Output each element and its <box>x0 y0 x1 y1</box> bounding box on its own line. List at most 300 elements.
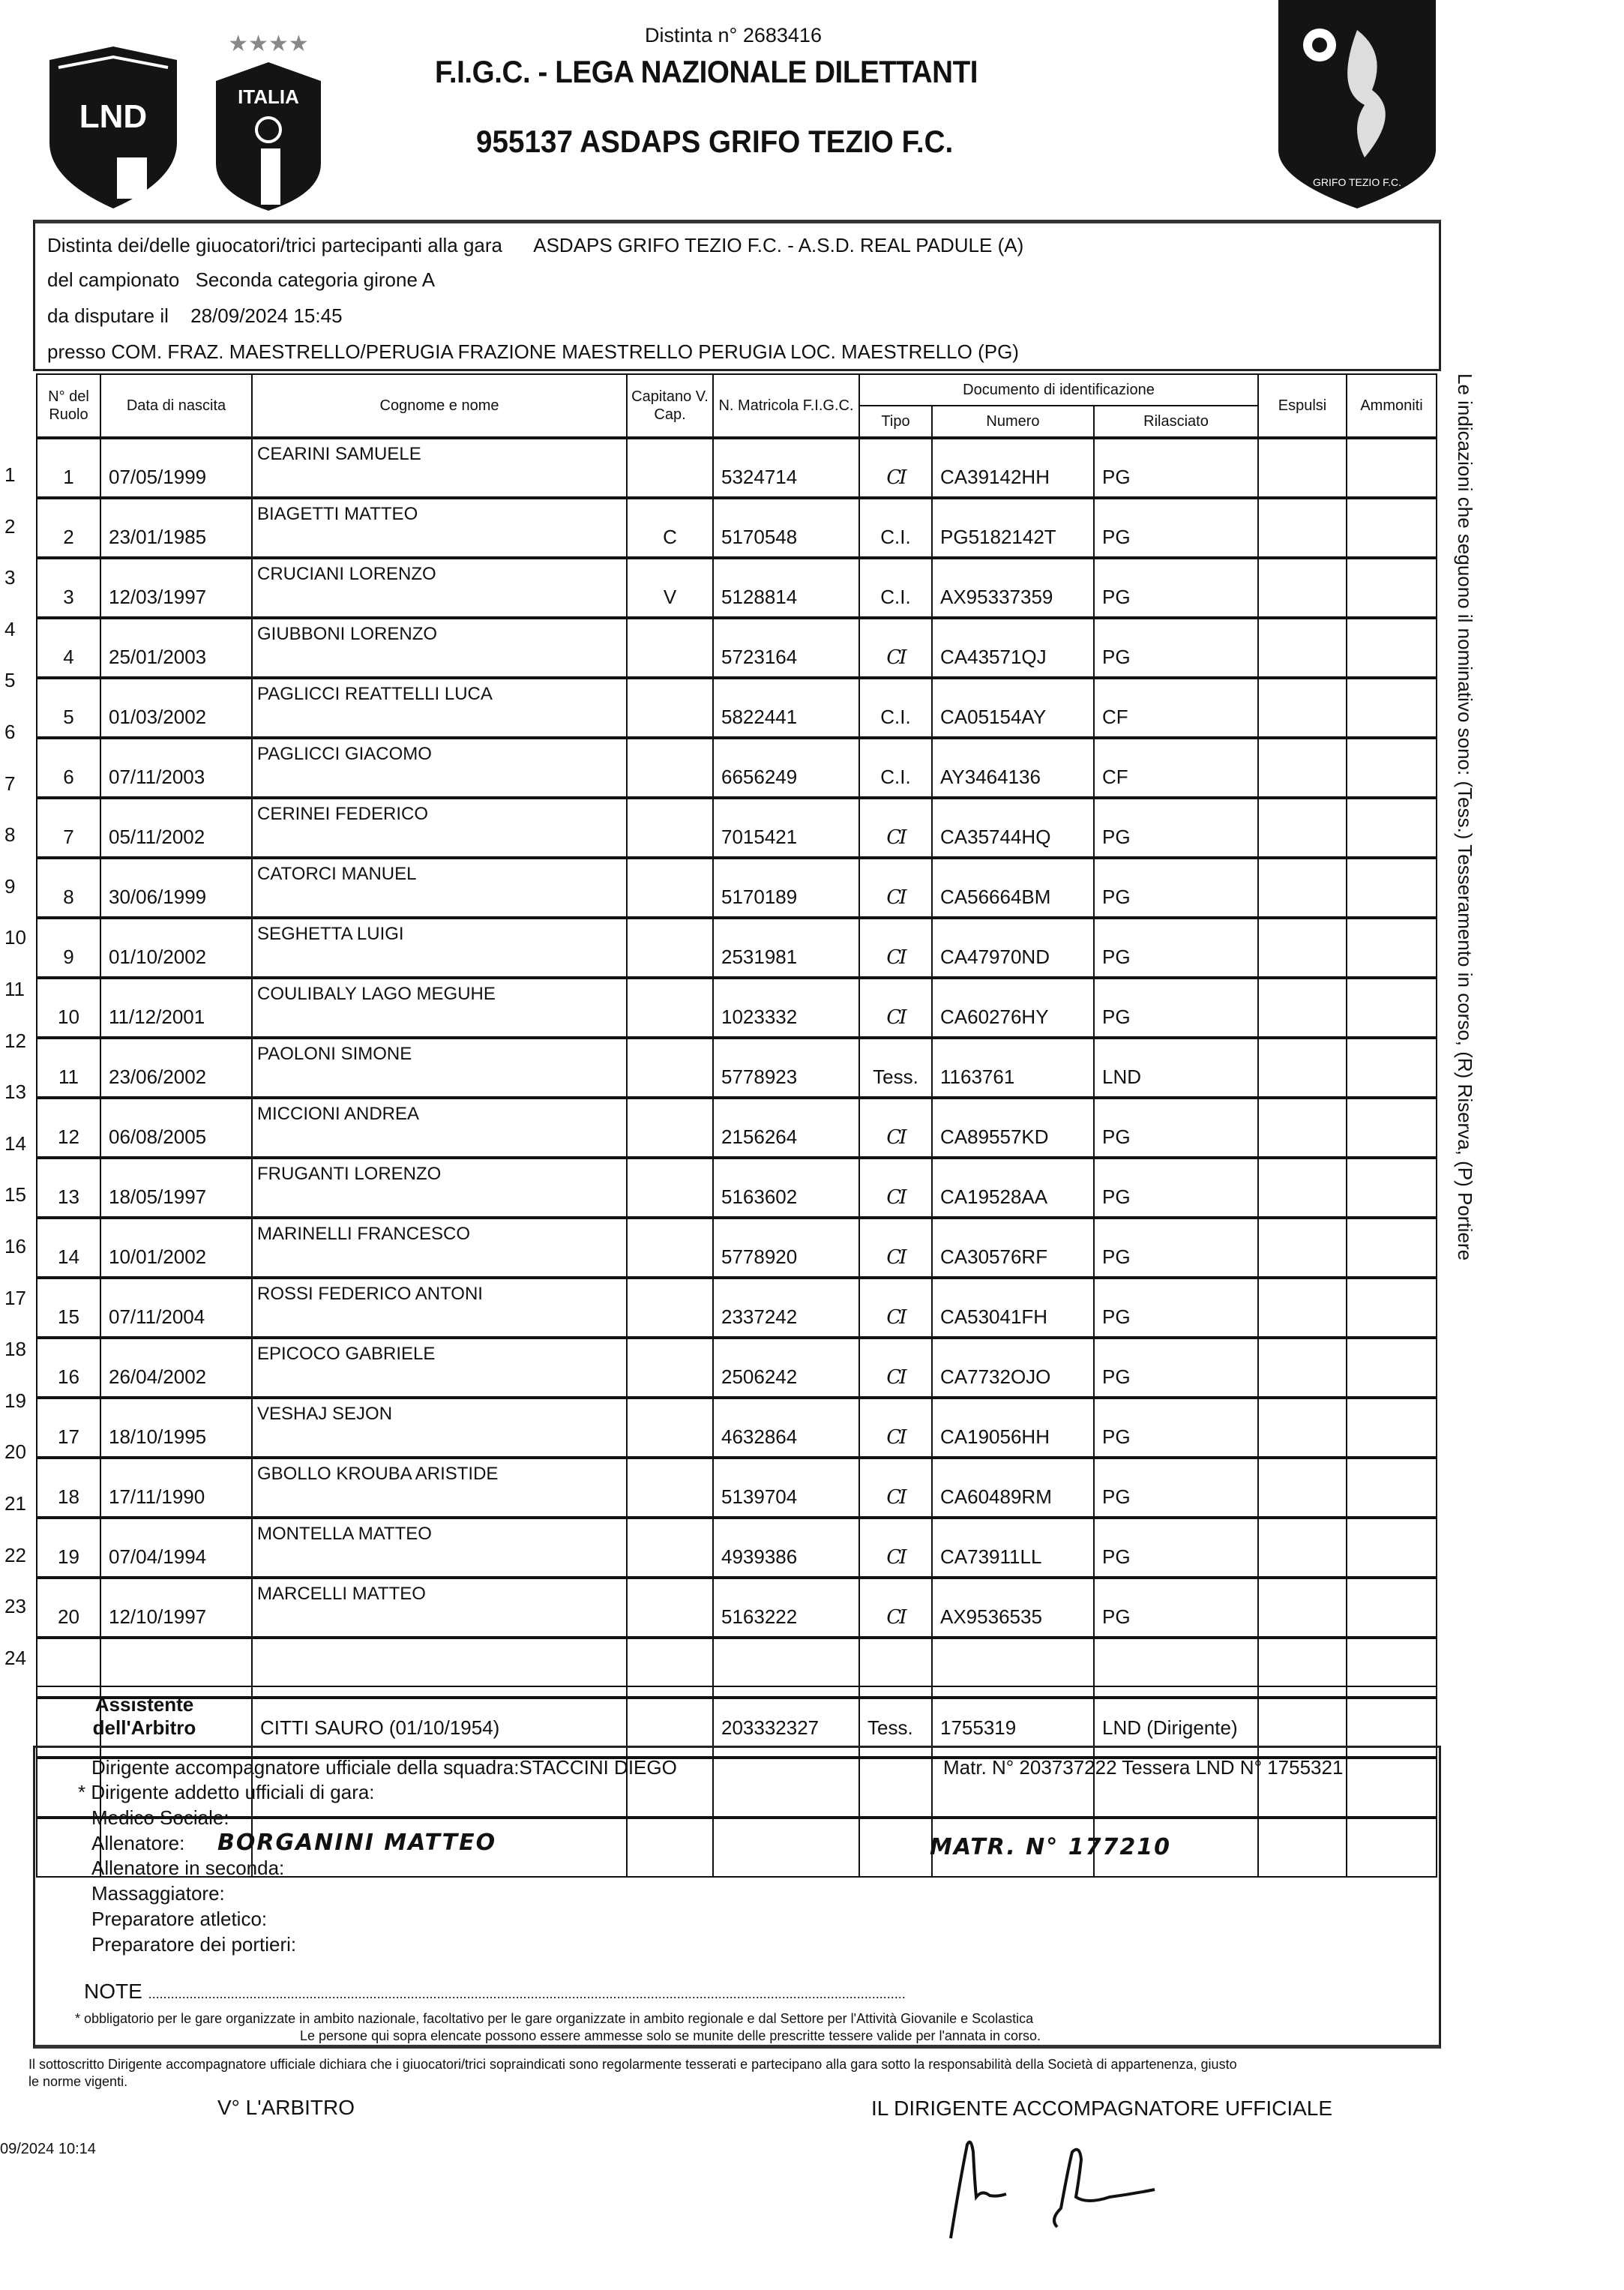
table-row <box>37 1458 1437 1518</box>
header-doc-number: Numero <box>932 406 1094 438</box>
cell-captain <box>627 798 713 858</box>
row-line-number: 24 <box>4 1646 26 1669</box>
table-row <box>37 798 1437 858</box>
note-line <box>84 1980 906 2004</box>
cell-doc-type: CI <box>859 1218 932 1278</box>
lnd-logo-icon <box>42 45 184 210</box>
cell-matricola: 5163602 <box>713 1158 859 1218</box>
cell-doc-type: CI <box>859 1578 932 1638</box>
match-value: ASDAPS GRIFO TEZIO F.C. - A.S.D. REAL PADULE (A) <box>533 234 1024 256</box>
cell-doc-type: CI <box>859 438 932 498</box>
cell-warned <box>1347 738 1437 798</box>
club-logo-caption: GRIFO TEZIO F.C. <box>1313 176 1401 188</box>
cell-warned <box>1347 1278 1437 1338</box>
cell-ruolo: 6 <box>37 738 100 798</box>
cell-doc-issued: PG <box>1094 1098 1258 1158</box>
assistant-row <box>37 1686 1437 1746</box>
cell-matricola: 2156264 <box>713 1098 859 1158</box>
cell-doc-issued: PG <box>1094 1338 1258 1398</box>
cell-matricola: 5723164 <box>713 618 859 678</box>
dirigente-line: Dirigente accompagnatore ufficiale della squadra:STACCINI DIEGO <box>91 1756 677 1779</box>
fine-print-2: Le persone qui sopra elencate possono essere ammesse solo se munite delle prescritte tessere valide per l'annata in corso. <box>300 2028 1041 2043</box>
side-legend-note: Le indicazioni che seguono il nominativo sono: (Tess.) Tesseramento in corso, (R) Riserva, (P) Portiere <box>1454 373 1476 1261</box>
assistant-label <box>37 1686 252 1746</box>
header-name: Cognome e nome <box>252 374 627 438</box>
row-line-number: 21 <box>4 1492 26 1515</box>
cell-name: GBOLLO KROUBA ARISTIDE <box>252 1458 627 1518</box>
row-line-number: 16 <box>4 1235 26 1257</box>
cell-doc-type: CI <box>859 1398 932 1458</box>
cell-name: VESHAJ SEJON <box>252 1398 627 1458</box>
cell-warned <box>1347 978 1437 1038</box>
cell-birth: 07/11/2004 <box>100 1278 252 1338</box>
cell-expelled <box>1258 798 1347 858</box>
cell-birth: 05/11/2002 <box>100 798 252 858</box>
cell-matricola: 5128814 <box>713 558 859 618</box>
cell-warned <box>1347 1518 1437 1578</box>
cell-name: MARCELLI MATTEO <box>252 1578 627 1638</box>
header-document-group: Documento di identificazione <box>859 374 1258 406</box>
cell-warned <box>1347 858 1437 918</box>
cell-doc-issued: PG <box>1094 1578 1258 1638</box>
cell-captain <box>627 978 713 1038</box>
cell-matricola: 5324714 <box>713 438 859 498</box>
cell-name: BIAGETTI MATTEO <box>252 498 627 558</box>
cell-doc-type: CI <box>859 858 932 918</box>
cell-captain <box>627 1578 713 1638</box>
cell-name: CRUCIANI LORENZO <box>252 558 627 618</box>
cell-warned <box>1347 798 1437 858</box>
cell-ruolo: 17 <box>37 1398 100 1458</box>
cell-doc-issued: LND <box>1094 1038 1258 1098</box>
cell-expelled <box>1258 618 1347 678</box>
cell-name: EPICOCO GABRIELE <box>252 1338 627 1398</box>
cell-expelled <box>1258 1278 1347 1338</box>
cell-doc-issued: PG <box>1094 1518 1258 1578</box>
cell-warned <box>1347 618 1437 678</box>
cell-doc-type: CI <box>859 918 932 978</box>
row-line-number: 1 <box>4 463 16 486</box>
championship-line <box>47 268 435 292</box>
cell-matricola: 2506242 <box>713 1338 859 1398</box>
cell-matricola: 7015421 <box>713 798 859 858</box>
row-line-number: 20 <box>4 1440 26 1464</box>
assistant-name: CITTI SAURO (01/10/1954) <box>252 1686 713 1746</box>
cell-doc-issued: PG <box>1094 438 1258 498</box>
cell-captain <box>627 1218 713 1278</box>
cell-doc-issued: PG <box>1094 978 1258 1038</box>
svg-text:★★★★: ★★★★ <box>228 31 309 56</box>
cell-doc-issued: PG <box>1094 1218 1258 1278</box>
row-line-number: 22 <box>4 1543 26 1566</box>
cell-matricola: 2337242 <box>713 1278 859 1338</box>
cell-birth: 18/05/1997 <box>100 1158 252 1218</box>
row-line-number: 8 <box>4 823 16 847</box>
championship-value: Seconda categoria girone A <box>195 268 436 291</box>
cell-birth: 07/11/2003 <box>100 738 252 798</box>
cell-matricola: 5170189 <box>713 858 859 918</box>
cell-birth: 25/01/2003 <box>100 618 252 678</box>
cell-name: CATORCI MANUEL <box>252 858 627 918</box>
cell-warned <box>1347 1338 1437 1398</box>
cell-captain <box>627 918 713 978</box>
cell-expelled <box>1258 1458 1347 1518</box>
cell-doc-type: Tess. <box>859 1038 932 1098</box>
cell-ruolo: 1 <box>37 438 100 498</box>
cell-expelled <box>1258 1518 1347 1578</box>
row-line-number: 14 <box>4 1132 26 1155</box>
cell-name: MARINELLI FRANCESCO <box>252 1218 627 1278</box>
table-row <box>37 1278 1437 1338</box>
cell-name: CEARINI SAMUELE <box>252 438 627 498</box>
row-line-number: 4 <box>4 617 16 640</box>
cell-captain <box>627 1338 713 1398</box>
cell-captain <box>627 1038 713 1098</box>
cell-ruolo: 14 <box>37 1218 100 1278</box>
cell-expelled <box>1258 498 1347 558</box>
cell-doc-issued: PG <box>1094 1278 1258 1338</box>
svg-text:LND: LND <box>79 98 148 135</box>
row-line-number: 2 <box>4 514 16 538</box>
cell-doc-issued: CF <box>1094 738 1258 798</box>
cell-warned <box>1347 1458 1437 1518</box>
cell-name: FRUGANTI LORENZO <box>252 1158 627 1218</box>
venue-label: presso <box>47 340 106 363</box>
cell-captain <box>627 438 713 498</box>
header-birth: Data di nascita <box>100 374 252 438</box>
cell-matricola: 2531981 <box>713 918 859 978</box>
cell-captain <box>627 1458 713 1518</box>
italia-logo-icon <box>208 28 328 212</box>
cell-doc-number: CA60489RM <box>932 1458 1094 1518</box>
cell-warned <box>1347 1038 1437 1098</box>
cell-doc-number: CA47970ND <box>932 918 1094 978</box>
assistant-matricola: 203332327 <box>713 1686 859 1746</box>
cell-birth: 23/01/1985 <box>100 498 252 558</box>
cell-matricola: 5778923 <box>713 1038 859 1098</box>
cell-ruolo: 20 <box>37 1578 100 1638</box>
distinta-number: Distinta n° 2683416 <box>645 24 822 46</box>
cell-doc-issued: PG <box>1094 1458 1258 1518</box>
cell-ruolo: 2 <box>37 498 100 558</box>
cell-birth: 10/01/2002 <box>100 1218 252 1278</box>
cell-name: PAGLICCI GIACOMO <box>252 738 627 798</box>
cell-ruolo: 12 <box>37 1098 100 1158</box>
date-value: 28/09/2024 15:45 <box>190 304 343 327</box>
referee-signature-label: V° L'ARBITRO <box>217 2096 355 2119</box>
cell-doc-type: CI <box>859 1158 932 1218</box>
cell-expelled <box>1258 978 1347 1038</box>
declaration-text: Il sottoscritto Dirigente accompagnatore ufficiale dichiara che i giuocatori/trici sopraindicati sono regolarmente tesserati e partecipano alla gara sotto la responsabilità della Società di appartenenza, giusto <box>28 2057 1237 2072</box>
cell-ruolo: 19 <box>37 1518 100 1578</box>
table-row <box>37 738 1437 798</box>
cell-birth: 18/10/1995 <box>100 1398 252 1458</box>
cell-birth: 26/04/2002 <box>100 1338 252 1398</box>
cell-name: CERINEI FEDERICO <box>252 798 627 858</box>
cell-doc-number: CA35744HQ <box>932 798 1094 858</box>
cell-expelled <box>1258 1338 1347 1398</box>
table-row <box>37 1038 1437 1098</box>
cell-warned <box>1347 1398 1437 1458</box>
cell-expelled <box>1258 738 1347 798</box>
cell-warned <box>1347 1218 1437 1278</box>
cell-name: GIUBBONI LORENZO <box>252 618 627 678</box>
roster-table <box>36 373 1437 1878</box>
header-doc-type: Tipo <box>859 406 932 438</box>
header-warned: Ammoniti <box>1347 374 1437 438</box>
table-row <box>37 678 1437 738</box>
cell-doc-type: CI <box>859 1518 932 1578</box>
cell-doc-number: PG5182142T <box>932 498 1094 558</box>
cell-warned <box>1347 558 1437 618</box>
header-ruolo: N° del Ruolo <box>37 374 100 438</box>
cell-expelled <box>1258 438 1347 498</box>
cell-birth: 12/10/1997 <box>100 1578 252 1638</box>
cell-ruolo: 11 <box>37 1038 100 1098</box>
cell-doc-number: CA39142HH <box>932 438 1094 498</box>
cell-doc-number: AY3464136 <box>932 738 1094 798</box>
cell-doc-number: CA56664BM <box>932 858 1094 918</box>
cell-matricola: 5778920 <box>713 1218 859 1278</box>
cell-doc-number: CA73911LL <box>932 1518 1094 1578</box>
cell-doc-number: CA89557KD <box>932 1098 1094 1158</box>
cell-matricola: 5170548 <box>713 498 859 558</box>
cell-matricola: 1023332 <box>713 978 859 1038</box>
dirigente-ids: Matr. N° 203737222 Tessera LND N° 1755321 <box>943 1756 1344 1779</box>
cell-expelled <box>1258 1098 1347 1158</box>
cell-doc-number: AX9536535 <box>932 1578 1094 1638</box>
note-field[interactable]: .......................................................................................................................................................................................................... <box>148 1986 906 2001</box>
row-line-number: 6 <box>4 721 16 743</box>
cell-doc-number: 1163761 <box>932 1038 1094 1098</box>
table-row <box>37 918 1437 978</box>
director-signature-icon <box>937 2137 1252 2246</box>
match-line <box>47 234 1023 257</box>
cell-name: PAOLONI SIMONE <box>252 1038 627 1098</box>
cell-warned <box>1347 678 1437 738</box>
addetto-line: * Dirigente addetto ufficiali di gara: <box>78 1781 375 1803</box>
cell-ruolo: 5 <box>37 678 100 738</box>
cell-birth: 17/11/1990 <box>100 1458 252 1518</box>
massaggiatore-line: Massaggiatore: <box>91 1882 225 1905</box>
cell-ruolo: 8 <box>37 858 100 918</box>
cell-warned <box>1347 918 1437 978</box>
table-row <box>37 1338 1437 1398</box>
cell-doc-type: CI <box>859 978 932 1038</box>
cell-birth: 01/03/2002 <box>100 678 252 738</box>
allenatore-seconda-line: Allenatore in seconda: <box>91 1857 285 1879</box>
cell-doc-number: CA7732OJO <box>932 1338 1094 1398</box>
table-row <box>37 1098 1437 1158</box>
cell-matricola: 5822441 <box>713 678 859 738</box>
row-line-number: 17 <box>4 1286 26 1309</box>
cell-doc-issued: CF <box>1094 678 1258 738</box>
cell-doc-issued: PG <box>1094 498 1258 558</box>
row-line-number: 19 <box>4 1389 26 1412</box>
cell-doc-number: CA05154AY <box>932 678 1094 738</box>
federation-title: F.I.G.C. - LEGA NAZIONALE DILETTANTI <box>435 54 978 89</box>
cell-matricola: 4632864 <box>713 1398 859 1458</box>
table-row <box>37 1518 1437 1578</box>
cell-doc-type: CI <box>859 1458 932 1518</box>
cell-doc-issued: PG <box>1094 918 1258 978</box>
cell-birth: 23/06/2002 <box>100 1038 252 1098</box>
cell-doc-type: C.I. <box>859 498 932 558</box>
cell-captain: C <box>627 498 713 558</box>
table-row <box>37 978 1437 1038</box>
cell-ruolo: 4 <box>37 618 100 678</box>
cell-doc-issued: PG <box>1094 798 1258 858</box>
championship-label: del campionato <box>47 268 180 291</box>
cell-captain <box>627 858 713 918</box>
cell-doc-issued: PG <box>1094 618 1258 678</box>
cell-expelled <box>1258 1578 1347 1638</box>
cell-captain <box>627 618 713 678</box>
allenatore-handwritten-matricola: MATR. N° 177210 <box>930 1834 1171 1860</box>
table-row <box>37 858 1437 918</box>
table-row <box>37 1398 1437 1458</box>
cell-matricola: 4939386 <box>713 1518 859 1578</box>
table-row <box>37 1158 1437 1218</box>
cell-ruolo: 13 <box>37 1158 100 1218</box>
cell-matricola: 6656249 <box>713 738 859 798</box>
cell-birth: 01/10/2002 <box>100 918 252 978</box>
cell-doc-type: C.I. <box>859 738 932 798</box>
allenatore-label: Allenatore: <box>91 1832 185 1854</box>
row-line-number: 11 <box>4 978 25 1000</box>
cell-expelled <box>1258 858 1347 918</box>
svg-text:ITALIA: ITALIA <box>238 85 299 108</box>
cell-doc-type: CI <box>859 1338 932 1398</box>
table-row <box>37 558 1437 618</box>
cell-birth: 12/03/1997 <box>100 558 252 618</box>
cell-doc-type: CI <box>859 618 932 678</box>
cell-expelled <box>1258 558 1347 618</box>
preparatore-atletico-line: Preparatore atletico: <box>91 1908 268 1930</box>
table-row <box>37 438 1437 498</box>
cell-expelled <box>1258 1218 1347 1278</box>
grifo-tezio-logo-icon <box>1275 0 1440 210</box>
table-header-row <box>37 374 1437 406</box>
cell-ruolo: 15 <box>37 1278 100 1338</box>
cell-expelled <box>1258 1038 1347 1098</box>
cell-name: ROSSI FEDERICO ANTONI <box>252 1278 627 1338</box>
cell-warned <box>1347 498 1437 558</box>
allenatore-handwritten-name: BORGANINI MATTEO <box>217 1830 497 1856</box>
table-row <box>37 1578 1437 1638</box>
cell-ruolo: 16 <box>37 1338 100 1398</box>
cell-doc-number: CA19528AA <box>932 1158 1094 1218</box>
cell-expelled <box>1258 678 1347 738</box>
cell-doc-number: CA43571QJ <box>932 618 1094 678</box>
cell-warned <box>1347 1578 1437 1638</box>
header-matricola: N. Matricola F.I.G.C. <box>713 374 859 438</box>
header-captain: Capitano V. Cap. <box>627 374 713 438</box>
cell-doc-type: C.I. <box>859 558 932 618</box>
assistant-label-line1: Assistente <box>94 1692 194 1716</box>
cell-doc-number: CA60276HY <box>932 978 1094 1038</box>
cell-doc-number: CA53041FH <box>932 1278 1094 1338</box>
cell-name: PAGLICCI REATTELLI LUCA <box>252 678 627 738</box>
table-row <box>37 498 1437 558</box>
venue-value: COM. FRAZ. MAESTRELLO/PERUGIA FRAZIONE MAESTRELLO PERUGIA LOC. MAESTRELLO (PG) <box>111 340 1019 363</box>
cell-doc-type: C.I. <box>859 678 932 738</box>
cell-expelled <box>1258 1158 1347 1218</box>
cell-name: MONTELLA MATTEO <box>252 1518 627 1578</box>
row-line-number: 5 <box>4 669 16 692</box>
cell-doc-type: CI <box>859 798 932 858</box>
cell-ruolo: 7 <box>37 798 100 858</box>
row-line-number: 15 <box>4 1183 26 1206</box>
director-signature-label: IL DIRIGENTE ACCOMPAGNATORE UFFICIALE <box>871 2097 1333 2120</box>
date-label: da disputare il <box>47 304 169 327</box>
assistant-doc-issued: LND (Dirigente) <box>1094 1686 1437 1746</box>
cell-birth: 06/08/2005 <box>100 1098 252 1158</box>
cell-doc-issued: PG <box>1094 1398 1258 1458</box>
header-doc-issued: Rilasciato <box>1094 406 1258 438</box>
cell-birth: 07/04/1994 <box>100 1518 252 1578</box>
row-line-number: 7 <box>4 772 16 795</box>
cell-matricola: 5139704 <box>713 1458 859 1518</box>
cell-birth: 07/05/1999 <box>100 438 252 498</box>
match-label: Distinta dei/delle giuocatori/trici partecipanti alla gara <box>47 234 502 256</box>
row-line-number: 13 <box>4 1081 26 1104</box>
row-line-number: 3 <box>4 566 16 589</box>
cell-warned <box>1347 1098 1437 1158</box>
cell-ruolo: 18 <box>37 1458 100 1518</box>
cell-doc-number: AX95337359 <box>932 558 1094 618</box>
assistant-doc-type: Tess. <box>859 1686 932 1746</box>
cell-name: MICCIONI ANDREA <box>252 1098 627 1158</box>
row-line-number: 23 <box>4 1595 26 1618</box>
cell-ruolo: 9 <box>37 918 100 978</box>
assistant-label-line2: dell'Arbitro <box>92 1716 196 1739</box>
row-line-number: 12 <box>4 1029 26 1052</box>
cell-captain <box>627 1098 713 1158</box>
table-row <box>37 618 1437 678</box>
cell-matricola: 5163222 <box>713 1578 859 1638</box>
cell-birth: 30/06/1999 <box>100 858 252 918</box>
cell-doc-number: CA19056HH <box>932 1398 1094 1458</box>
cell-name: COULIBALY LAGO MEGUHE <box>252 978 627 1038</box>
table-row <box>37 1218 1437 1278</box>
cell-doc-type: CI <box>859 1098 932 1158</box>
cell-doc-issued: PG <box>1094 558 1258 618</box>
fine-print-1: * obbligatorio per le gare organizzate in ambito nazionale, facoltativo per le gare organizzate in ambito regionale e dal Settore per l'Attività Giovanile e Scolastica <box>75 2011 1034 2026</box>
assistant-doc-number: 1755319 <box>932 1686 1094 1746</box>
row-line-number: 10 <box>4 926 26 949</box>
cell-name: SEGHETTA LUIGI <box>252 918 627 978</box>
cell-captain <box>627 1158 713 1218</box>
cell-captain <box>627 1518 713 1578</box>
header-expelled: Espulsi <box>1258 374 1347 438</box>
medico-line: Medico Sociale: <box>91 1806 229 1829</box>
print-timestamp: 09/2024 10:14 <box>0 2141 96 2157</box>
row-line-number: 18 <box>4 1338 26 1361</box>
cell-expelled <box>1258 918 1347 978</box>
row-line-number: 9 <box>4 874 16 898</box>
date-line <box>47 304 343 328</box>
cell-warned <box>1347 1158 1437 1218</box>
cell-ruolo: 10 <box>37 978 100 1038</box>
venue-line <box>47 340 1019 364</box>
cell-captain <box>627 678 713 738</box>
cell-ruolo: 3 <box>37 558 100 618</box>
cell-birth: 11/12/2001 <box>100 978 252 1038</box>
assistant-referee-table <box>36 1686 1437 1747</box>
cell-doc-type: CI <box>859 1278 932 1338</box>
cell-captain <box>627 738 713 798</box>
